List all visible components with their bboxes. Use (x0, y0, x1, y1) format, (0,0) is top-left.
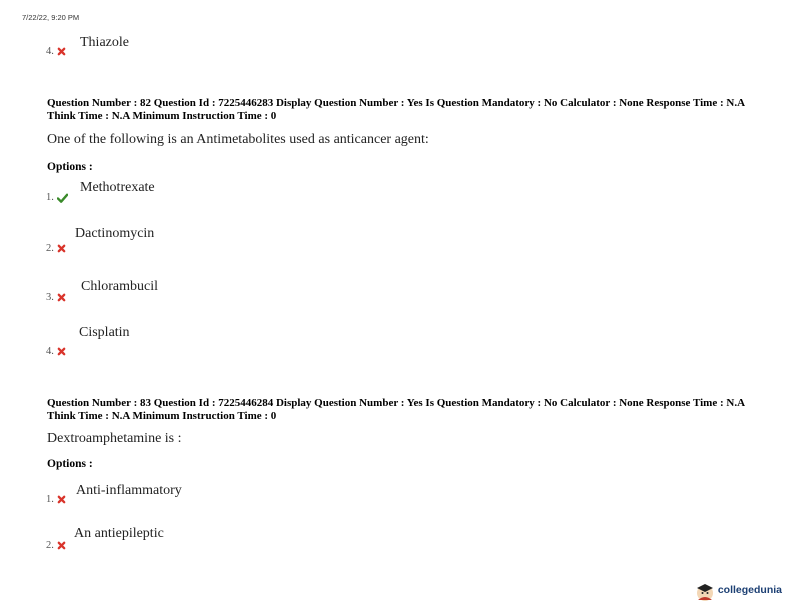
cross-icon (57, 495, 66, 504)
option-text: An antiepileptic (74, 526, 164, 541)
option-number: 2. (46, 540, 66, 551)
question-header: Question Number : 83 Question Id : 7225446284 Display Question Number : Yes Is Question Mandatory : No Calculator : None Response Time : N.A Think Time : N.A Minimum Instruction Time : 0 (47, 397, 745, 422)
cross-icon (57, 47, 66, 56)
check-icon (57, 193, 68, 203)
option-text: Anti-inflammatory (76, 483, 182, 498)
option-number: 1. (46, 494, 66, 505)
logo-wordmark: collegedunia (717, 584, 782, 596)
option-number: 1. (46, 192, 68, 203)
collegedunia-logo (695, 582, 782, 602)
cross-icon (57, 347, 66, 356)
graduate-avatar-icon (695, 582, 715, 602)
cross-icon (57, 293, 66, 302)
question-text: One of the following is an Antimetabolites used as anticancer agent: (47, 132, 429, 147)
cross-icon (57, 541, 66, 550)
question-header: Question Number : 82 Question Id : 7225446283 Display Question Number : Yes Is Question Mandatory : No Calculator : None Response Time : N.A Think Time : N.A Minimum Instruction Time : 0 (47, 97, 745, 122)
option-text: Dactinomycin (75, 226, 155, 241)
options-label: Options : (47, 458, 93, 470)
question-text: Dextroamphetamine is : (47, 431, 182, 446)
print-timestamp: 7/22/22, 9:20 PM (22, 13, 80, 22)
cross-icon (57, 244, 66, 253)
option-text: Methotrexate (80, 180, 155, 195)
option-number: 3. (46, 292, 66, 303)
option-number: 4. (46, 46, 66, 57)
option-text: Cisplatin (79, 325, 130, 340)
option-text: Chlorambucil (81, 279, 158, 294)
option-number: 2. (46, 243, 66, 254)
options-label: Options : (47, 161, 93, 173)
option-text: Thiazole (80, 35, 129, 50)
logo-tagline (718, 596, 782, 600)
option-number: 4. (46, 346, 66, 357)
